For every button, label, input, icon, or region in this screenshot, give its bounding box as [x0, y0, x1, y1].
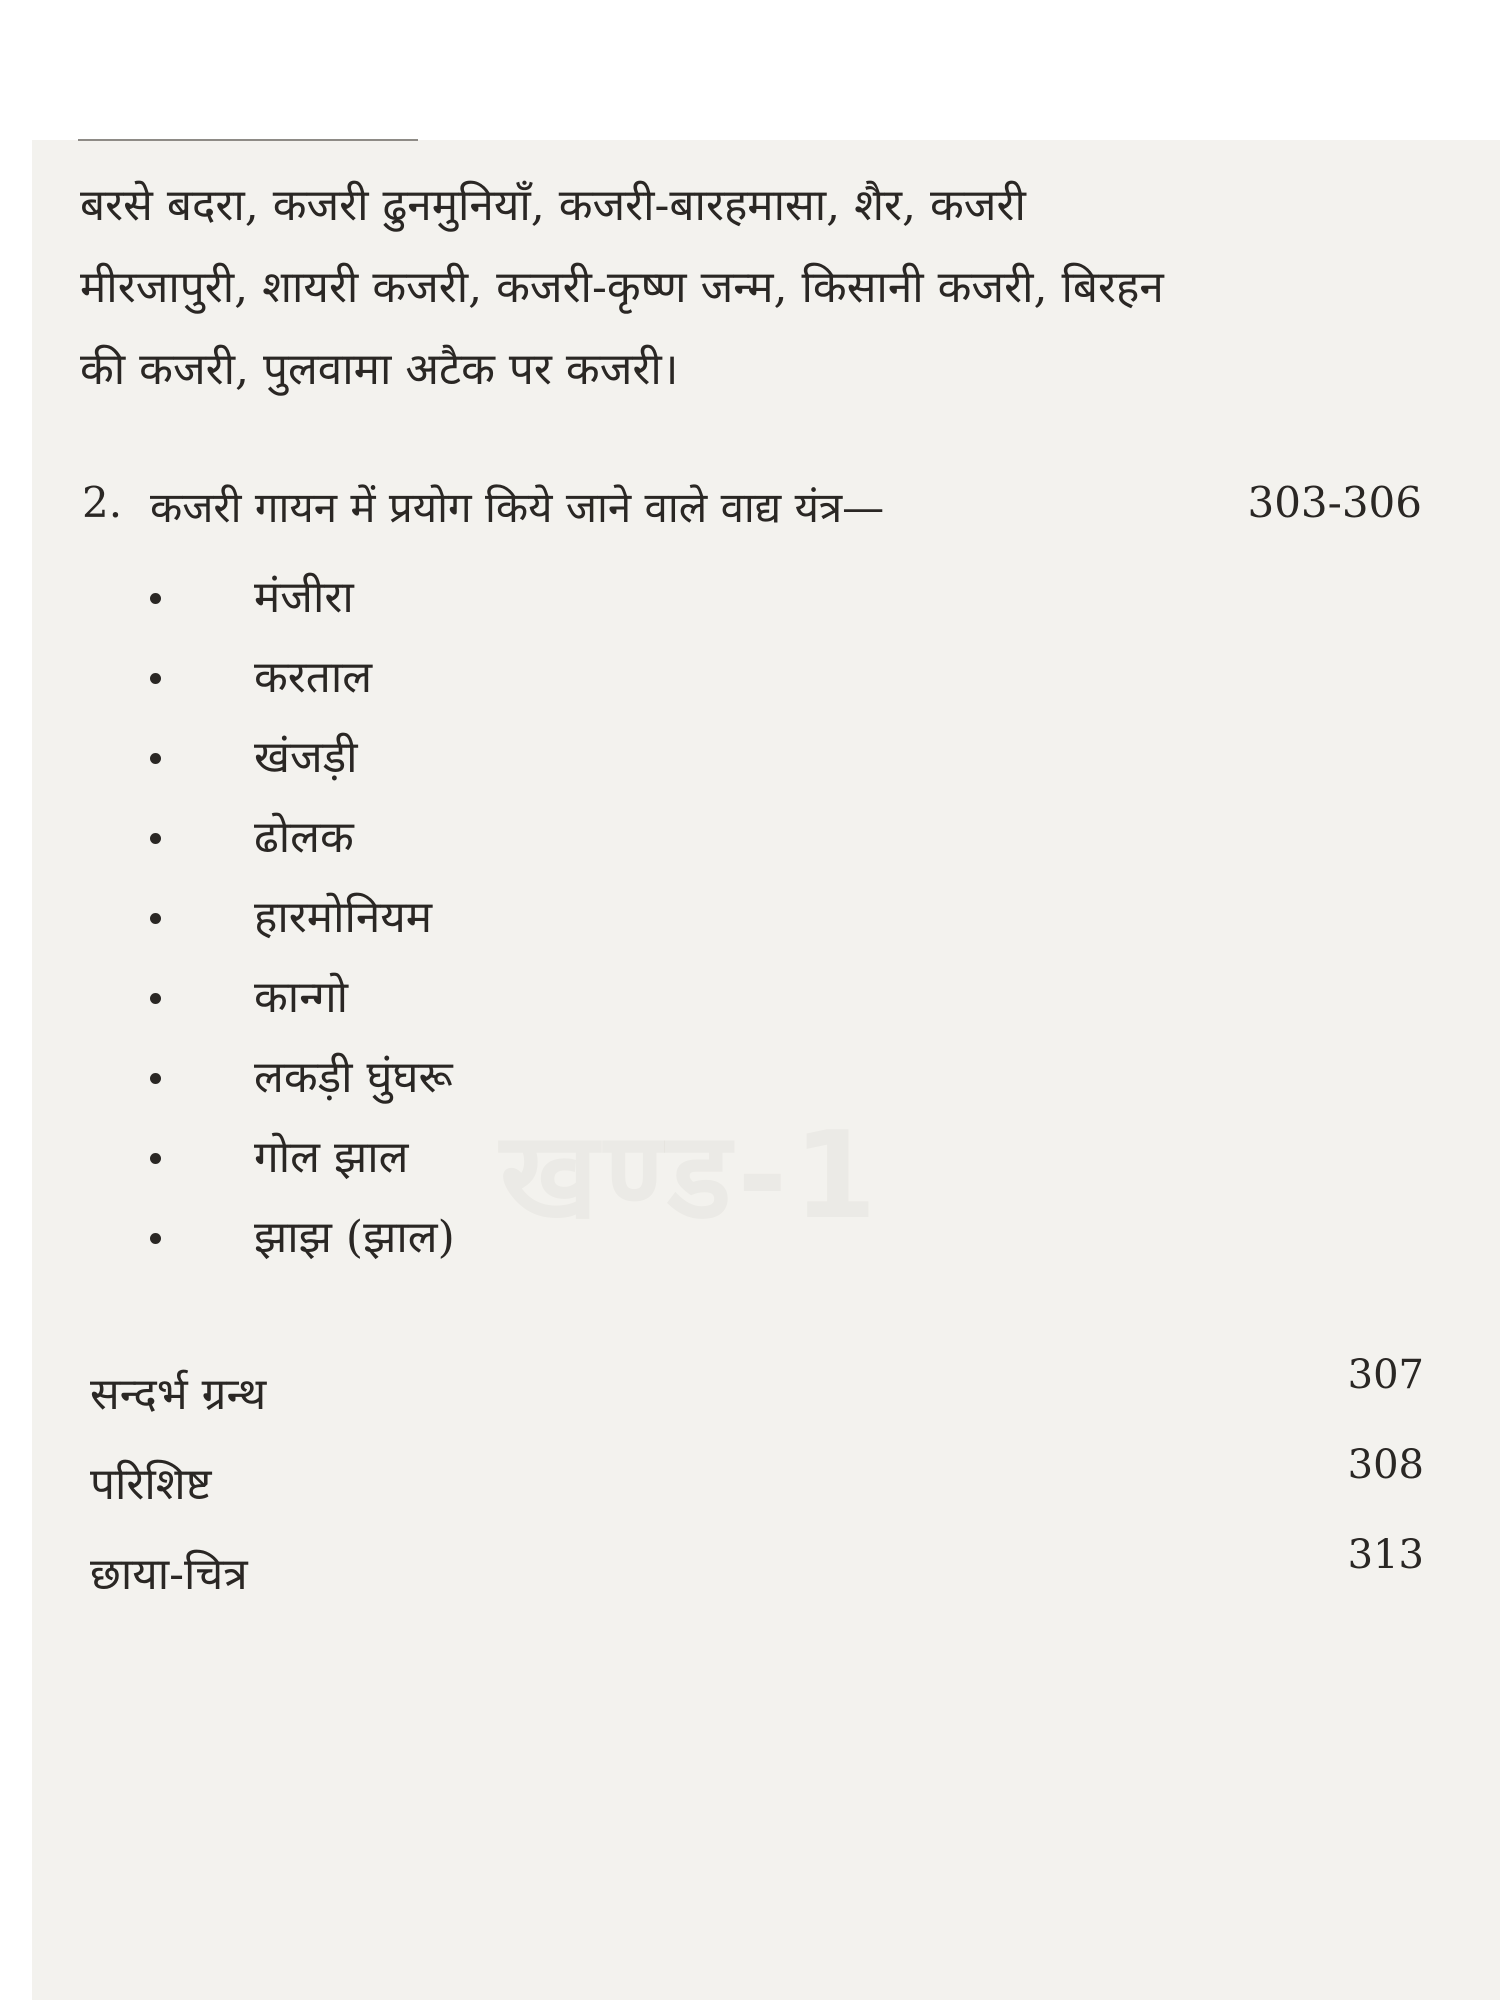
- bullet-icon: [150, 593, 161, 604]
- item-label: लकड़ी घुंघरू: [254, 1052, 453, 1103]
- entry-label: सन्दर्भ ग्रन्थ: [90, 1369, 267, 1420]
- bullet-icon: [150, 1153, 161, 1164]
- entry-page: 307: [1347, 1352, 1424, 1398]
- toc-entry-references: [90, 1352, 1424, 1442]
- toc-entry-photographs: [90, 1532, 1424, 1622]
- item-label: झाझ (झाल): [254, 1212, 455, 1263]
- entry-page: 313: [1347, 1532, 1424, 1578]
- bullet-icon: [150, 753, 161, 764]
- item-label: कान्गो: [254, 972, 349, 1023]
- item-label: खंजड़ी: [254, 732, 358, 783]
- entry-label: परिशिष्ट: [90, 1459, 212, 1510]
- show-through-text: खण्ड-1: [500, 1107, 883, 1246]
- section-title: कजरी गायन में प्रयोग किये जाने वाले वाद्य यंत्र—: [150, 483, 885, 532]
- continued-paragraph: बरसे बदरा, कजरी ढुनमुनियाँ, कजरी-बारहमासा, शैर, कजरी मीरजापुरी, शायरी कजरी, कजरी-कृष्ण जन्म, किसानी कजरी, बिरहन की कजरी, पुलवामा अटैक पर कजरी।: [80, 180, 1164, 395]
- toc-entry-appendix: [90, 1442, 1424, 1532]
- toc-section-2: [82, 478, 1422, 558]
- entry-label: छाया-चित्र: [90, 1549, 248, 1600]
- item-label: ढोलक: [254, 812, 354, 863]
- item-label: हारमोनियम: [254, 892, 433, 943]
- bullet-icon: [150, 1073, 161, 1084]
- bullet-icon: [150, 673, 161, 684]
- page-sheet: [32, 140, 1500, 2000]
- back-matter-list: [90, 1352, 1424, 1622]
- entry-page: 308: [1347, 1442, 1424, 1488]
- item-label: करताल: [254, 652, 373, 703]
- section-number: 2.: [82, 478, 123, 527]
- section-pages: 303-306: [1247, 478, 1422, 527]
- bullet-icon: [150, 993, 161, 1004]
- top-rule: [78, 139, 418, 141]
- bullet-icon: [150, 1233, 161, 1244]
- item-label: मंजीरा: [254, 572, 354, 623]
- bullet-icon: [150, 913, 161, 924]
- item-label: गोल झाल: [254, 1132, 409, 1183]
- bullet-icon: [150, 833, 161, 844]
